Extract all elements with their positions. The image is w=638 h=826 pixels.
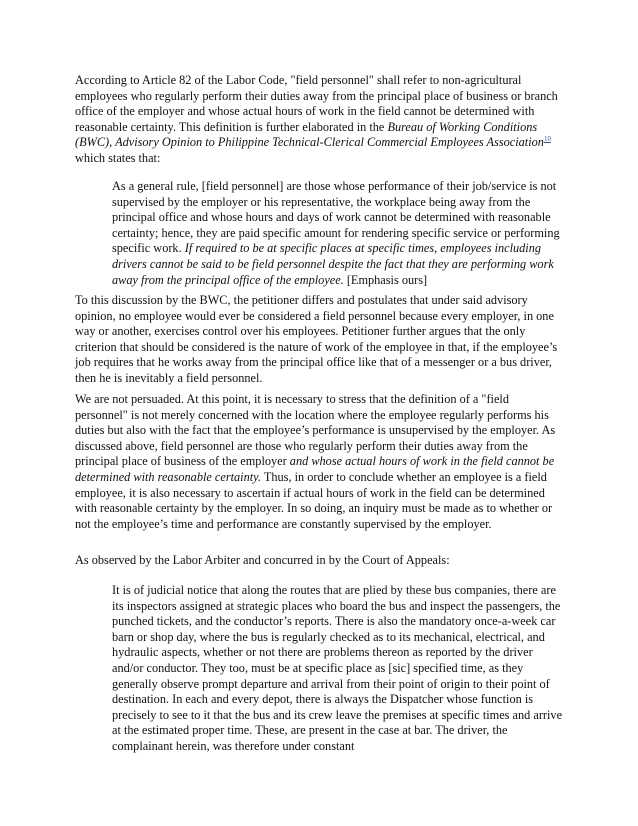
paragraph-article-82: According to Article 82 of the Labor Code, "field personnel" shall refer to non-agricultural employees who regularly perform their duties away from the principal place of business or branch office of the employer and whose actual hours of work in the field cannot be determined with reasonable certainty. This definition is further elaborated in the Bureau of Working Conditions (BWC), Advisory Opinion to Philippine Technical-Clerical Commercial Employees Association$^{10}$ which states that: [75, 73, 558, 165]
paragraph-labor-arbiter-intro: As observed by the Labor Arbiter and concurred in by the Court of Appeals: [75, 553, 450, 567]
emphasized-text: and whose actual hours of work in the field cannot be determined with reasonable certainty. [75, 454, 555, 484]
footnote-link[interactable]: 10 [543, 135, 551, 144]
block-quote-judicial-notice: It is of judicial notice that along the routes that are plied by these bus companies, there are its inspectors assigned at strategic places who board the bus and inspect the passengers, the punched tickets, and the conductor’s reports. There is also the mandatory once-a-week car barn or shop day, where the bus is regularly checked as to its mechanical, electrical, and hydraulic aspects, whether or not there are problems thereon as reported by the driver and/or conductor. They too, must be at specific place as [sic] specified time, as they generally observe prompt departure and arrival from their point of origin to their point of destination. In each and every depot, there is always the Dispatcher whose function is precisely to see to it that the bus and its crew leave the premises at specific times and arrive at the estimated proper time. These, are present in the case at bar. The driver, the complainant herein, was therefore under constant [112, 583, 563, 753]
emphasized-text: If required to be at specific places at specific times, employees including drivers cannot be said to be field personnel despite the fact that they are performing work away from the principal office of the employee. [112, 241, 554, 287]
bwc-advisory-title: Bureau of Working Conditions (BWC), Advisory Opinion to Philippine Technical-Clerical Commercial Employees Association [75, 119, 544, 150]
paragraph-petitioner-argument: To this discussion by the BWC, the petitioner differs and postulates that under said advisory opinion, no employee would ever be considered a field personnel because every employer, in one way or another, exercises control over his employees. Petitioner further argues that the only criterion that should be considered is the nature of work of the employee in that, if the employee’s job requires that he works away from the principal office like that of a messenger or a bus driver, then he is inevitably a field personnel. [75, 293, 558, 385]
block-quote-bwc: As a general rule, [field personnel] are those whose performance of their job/service is not supervised by the employer or his representative, the workplace being away from the principal office and whose hours and days of work cannot be determined with reasonable certainty; hence, they are paid specific amount for rendering specific service or performing specific work. If required to be at specific places at specific times, employees including drivers cannot be said to be field personnel despite the fact that they are performing work away from the principal office of the employee. [Emphasis ours] [112, 179, 560, 287]
paragraph-not-persuaded: We are not persuaded. At this point, it is necessary to stress that the definition of a "field personnel" is not merely concerned with the location where the employee regularly performs his duties but also with the fact that the employee’s performance is unsupervised by the employer. As discussed above, field personnel are those who regularly perform their duties away from the principal place of business of the employer and whose actual hours of work in the field cannot be determined with reasonable certainty. Thus, in order to conclude whether an employee is a field employee, it is also necessary to ascertain if actual hours of work in the field can be determined with reasonable certainty by the employer. In so doing, an inquiry must be made as to whether or not the employee’s time and performance are constantly supervised by the employer. [75, 392, 556, 531]
